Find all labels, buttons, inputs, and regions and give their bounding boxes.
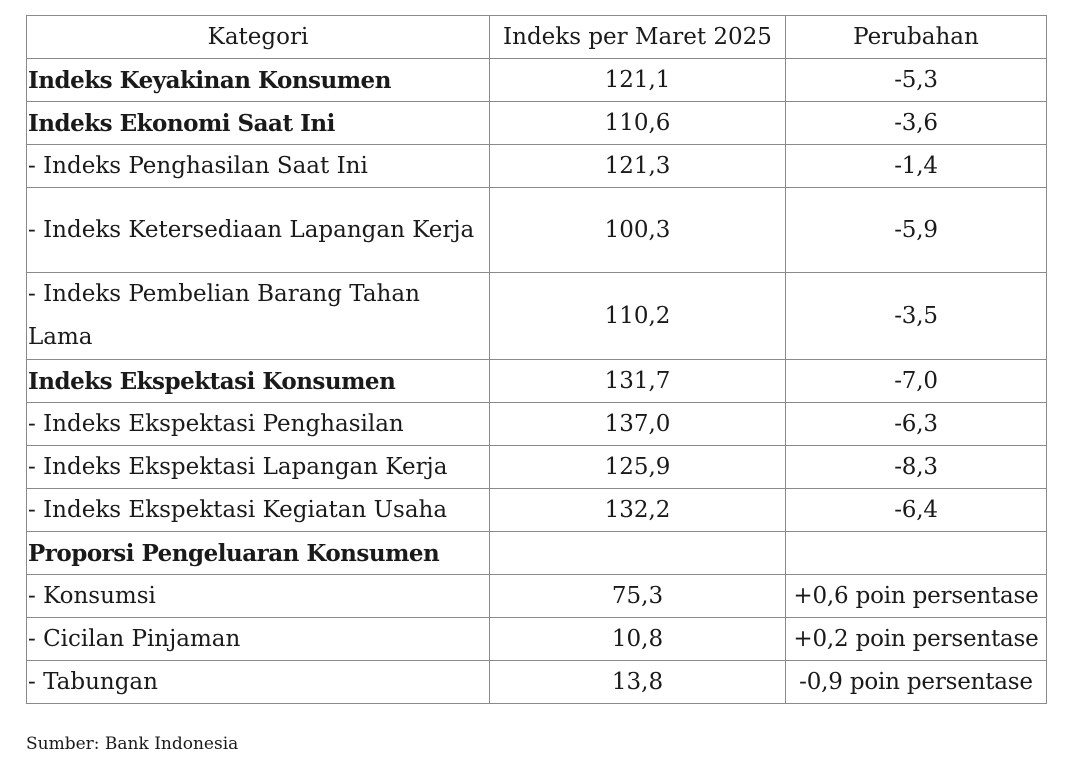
table-row — [27, 403, 1047, 446]
row-category: - Cicilan Pinjaman — [27, 618, 490, 661]
row-change-value: +0,6 poin persentase — [786, 575, 1047, 618]
table-row — [27, 102, 1047, 145]
row-index-value: 132,2 — [490, 489, 786, 532]
row-index-value: 110,2 — [490, 273, 786, 360]
row-category: - Indeks Ketersediaan Lapangan Kerja — [27, 188, 490, 273]
row-index-value: 100,3 — [490, 188, 786, 273]
header-perubahan: Perubahan — [786, 16, 1047, 59]
table-row — [27, 273, 1047, 360]
row-change-value: -5,9 — [786, 188, 1047, 273]
header-kategori: Kategori — [27, 16, 490, 59]
row-category: - Konsumsi — [27, 575, 490, 618]
row-index-value: 121,1 — [490, 59, 786, 102]
row-index-value: 10,8 — [490, 618, 786, 661]
table-row — [27, 59, 1047, 102]
row-change-value: -1,4 — [786, 145, 1047, 188]
row-category: - Tabungan — [27, 661, 490, 704]
row-category: - Indeks Pembelian Barang Tahan Lama — [27, 273, 490, 360]
row-index-value: 121,3 — [490, 145, 786, 188]
row-index-value — [490, 532, 786, 575]
table-header-row — [27, 16, 1047, 59]
row-change-value: -3,5 — [786, 273, 1047, 360]
row-index-value: 110,6 — [490, 102, 786, 145]
row-category: - Indeks Ekspektasi Kegiatan Usaha — [27, 489, 490, 532]
consumer-confidence-table — [26, 15, 1047, 704]
header-indeks: Indeks per Maret 2025 — [490, 16, 786, 59]
row-category: Indeks Keyakinan Konsumen — [27, 59, 490, 102]
row-category: Indeks Ekonomi Saat Ini — [27, 102, 490, 145]
row-change-value: -0,9 poin persentase — [786, 661, 1047, 704]
table-row — [27, 360, 1047, 403]
table-row — [27, 532, 1047, 575]
row-index-value: 75,3 — [490, 575, 786, 618]
row-index-value: 125,9 — [490, 446, 786, 489]
row-category: - Indeks Penghasilan Saat Ini — [27, 145, 490, 188]
row-category: Indeks Ekspektasi Konsumen — [27, 360, 490, 403]
table-row — [27, 446, 1047, 489]
row-index-value: 13,8 — [490, 661, 786, 704]
row-change-value: -3,6 — [786, 102, 1047, 145]
table-row — [27, 661, 1047, 704]
row-category: - Indeks Ekspektasi Lapangan Kerja — [27, 446, 490, 489]
row-change-value: -7,0 — [786, 360, 1047, 403]
table-row — [27, 188, 1047, 273]
table-row — [27, 575, 1047, 618]
row-change-value: -5,3 — [786, 59, 1047, 102]
row-index-value: 131,7 — [490, 360, 786, 403]
table-row — [27, 489, 1047, 532]
row-change-value: -8,3 — [786, 446, 1047, 489]
row-change-value: +0,2 poin persentase — [786, 618, 1047, 661]
row-category: Proporsi Pengeluaran Konsumen — [27, 532, 490, 575]
source-note: Sumber: Bank Indonesia — [26, 734, 239, 754]
table-row — [27, 618, 1047, 661]
row-category: - Indeks Ekspektasi Penghasilan — [27, 403, 490, 446]
row-change-value: -6,4 — [786, 489, 1047, 532]
row-change-value: -6,3 — [786, 403, 1047, 446]
row-change-value — [786, 532, 1047, 575]
table-row — [27, 145, 1047, 188]
row-index-value: 137,0 — [490, 403, 786, 446]
